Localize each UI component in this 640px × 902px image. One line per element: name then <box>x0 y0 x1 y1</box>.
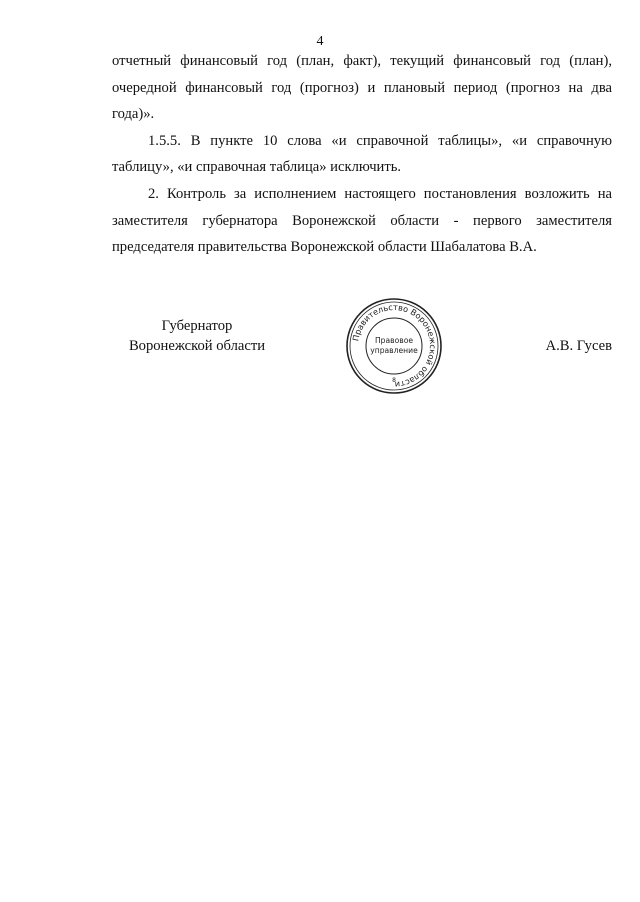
paragraph-continuation: отчетный финансовый год (план, факт), текущий финансовый год (план), очередной финансовый год (прогноз) и плановый период (прогноз на два года)». <box>112 53 612 123</box>
signatory-title <box>112 316 282 356</box>
signatory-title-line2: Воронежской области <box>128 338 266 354</box>
official-seal-stamp <box>344 296 444 396</box>
page-number: 4 <box>316 34 324 49</box>
signatory-title-line1: Губернатор <box>161 318 233 334</box>
seal-bottom-mark: 8 <box>392 377 396 384</box>
seal-ring-textpath: Правительство Воронежской области <box>350 301 439 391</box>
paragraph-2-control: 2. Контроль за исполнением настоящего постановления возложить на заместителя губернатора Воронежской области - первого заместителя председателя правительства Воронежской области Шабалатова В.А. <box>112 185 612 256</box>
signatory-name: А.В. Гусев <box>545 338 612 354</box>
paragraph-1-5-5: 1.5.5. В пункте 10 слова «и справочной таблицы», «и справочную таблицу», «и справочная таблица» исключить. <box>112 132 612 176</box>
seal-center-line2: управление <box>370 346 418 355</box>
seal-center-line1: Правовое <box>374 336 414 345</box>
document-body <box>112 48 612 261</box>
